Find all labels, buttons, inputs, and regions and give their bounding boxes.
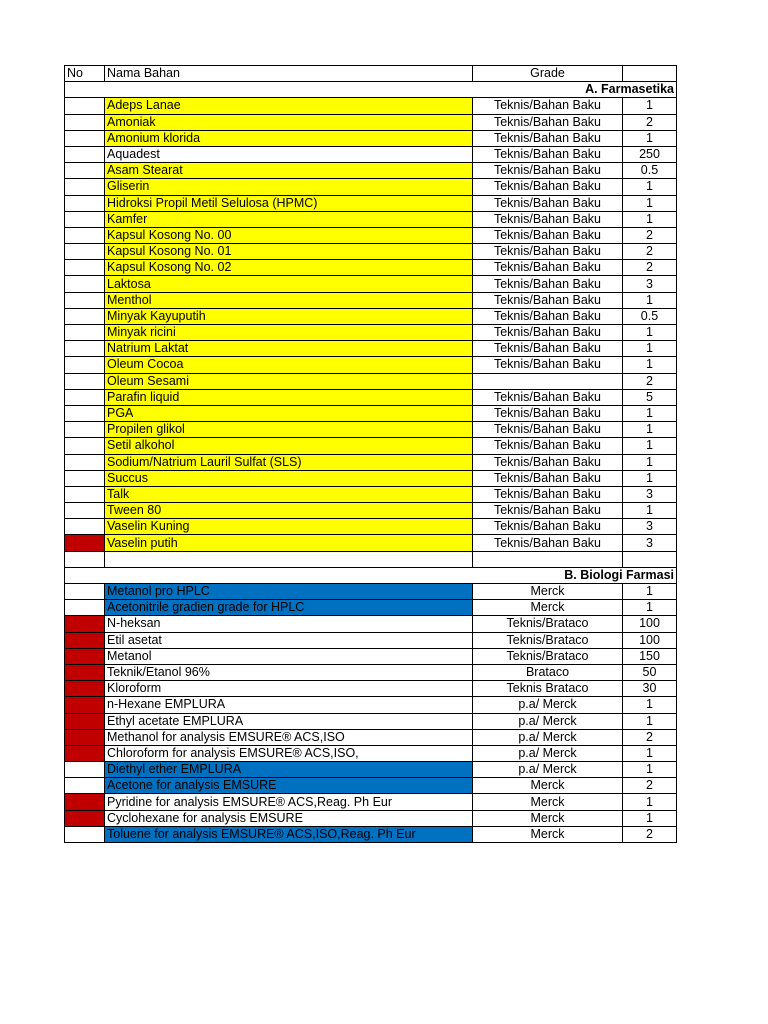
grade-cell[interactable]: Merck bbox=[473, 810, 623, 826]
table-row bbox=[65, 389, 677, 405]
quantity-cell[interactable]: 2 bbox=[623, 373, 677, 389]
material-name-cell[interactable]: Chloroform for analysis EMSURE® ACS,ISO, bbox=[105, 745, 473, 761]
material-name-cell[interactable]: Natrium Laktat bbox=[105, 341, 473, 357]
row-number-cell[interactable] bbox=[65, 486, 105, 502]
quantity-cell[interactable]: 150 bbox=[623, 648, 677, 664]
material-name-cell[interactable]: Parafin liquid bbox=[105, 389, 473, 405]
material-name-cell[interactable]: Diethyl ether EMPLURA bbox=[105, 762, 473, 778]
material-name-cell[interactable]: Cyclohexane for analysis EMSURE bbox=[105, 810, 473, 826]
section-header-row bbox=[65, 567, 677, 583]
row-number-cell[interactable] bbox=[65, 422, 105, 438]
row-number-cell[interactable] bbox=[65, 373, 105, 389]
grade-cell[interactable]: Teknis/Bahan Baku bbox=[473, 535, 623, 551]
row-number-cell[interactable] bbox=[65, 405, 105, 421]
grade-cell[interactable]: p.a/ Merck bbox=[473, 713, 623, 729]
table-row bbox=[65, 762, 677, 778]
row-number-cell[interactable] bbox=[65, 535, 105, 551]
material-name-cell[interactable]: Adeps Lanae bbox=[105, 98, 473, 114]
row-number-cell[interactable] bbox=[65, 114, 105, 130]
table-row bbox=[65, 341, 677, 357]
table-row bbox=[65, 681, 677, 697]
table-row bbox=[65, 503, 677, 519]
grade-cell[interactable]: Teknis/Bahan Baku bbox=[473, 98, 623, 114]
quantity-cell[interactable]: 2 bbox=[623, 729, 677, 745]
quantity-cell[interactable]: 1 bbox=[623, 195, 677, 211]
row-number-cell[interactable] bbox=[65, 826, 105, 842]
table-row bbox=[65, 405, 677, 421]
quantity-cell[interactable]: 1 bbox=[623, 98, 677, 114]
table-row bbox=[65, 664, 677, 680]
material-name-cell[interactable]: Talk bbox=[105, 486, 473, 502]
table-row bbox=[65, 163, 677, 179]
material-name-cell[interactable]: Sodium/Natrium Lauril Sulfat (SLS) bbox=[105, 454, 473, 470]
material-name-cell[interactable]: Oleum Sesami bbox=[105, 373, 473, 389]
material-name-cell[interactable] bbox=[105, 551, 473, 567]
row-number-cell[interactable] bbox=[65, 325, 105, 341]
quantity-cell[interactable]: 2 bbox=[623, 260, 677, 276]
row-number-cell[interactable] bbox=[65, 810, 105, 826]
material-name-cell[interactable]: PGA bbox=[105, 405, 473, 421]
row-number-cell[interactable] bbox=[65, 664, 105, 680]
material-name-cell[interactable]: Metanol bbox=[105, 648, 473, 664]
table-row bbox=[65, 422, 677, 438]
material-name-cell[interactable]: n-Hexane EMPLURA bbox=[105, 697, 473, 713]
table-row bbox=[65, 260, 677, 276]
quantity-cell[interactable]: 5 bbox=[623, 389, 677, 405]
table-row bbox=[65, 713, 677, 729]
grade-cell[interactable]: Teknis/Bahan Baku bbox=[473, 163, 623, 179]
row-number-cell[interactable] bbox=[65, 211, 105, 227]
grade-cell[interactable]: Teknis/Bahan Baku bbox=[473, 276, 623, 292]
table-row bbox=[65, 745, 677, 761]
row-number-cell[interactable] bbox=[65, 762, 105, 778]
header-row bbox=[65, 66, 677, 82]
grade-cell[interactable]: Teknis/Bahan Baku bbox=[473, 486, 623, 502]
row-number-cell[interactable] bbox=[65, 470, 105, 486]
quantity-cell[interactable]: 3 bbox=[623, 276, 677, 292]
quantity-cell[interactable]: 1 bbox=[623, 179, 677, 195]
row-number-cell[interactable] bbox=[65, 794, 105, 810]
quantity-cell[interactable]: 1 bbox=[623, 810, 677, 826]
material-name-cell[interactable]: Laktosa bbox=[105, 276, 473, 292]
table-row bbox=[65, 486, 677, 502]
row-number-cell[interactable] bbox=[65, 227, 105, 243]
quantity-cell[interactable]: 2 bbox=[623, 114, 677, 130]
row-number-cell[interactable] bbox=[65, 632, 105, 648]
table-row bbox=[65, 130, 677, 146]
material-name-cell[interactable]: Minyak Kayuputih bbox=[105, 308, 473, 324]
material-name-cell[interactable]: Teknik/Etanol 96% bbox=[105, 664, 473, 680]
grade-cell[interactable]: Teknis/Bahan Baku bbox=[473, 454, 623, 470]
quantity-cell[interactable]: 1 bbox=[623, 357, 677, 373]
quantity-cell[interactable]: 30 bbox=[623, 681, 677, 697]
header-name[interactable]: Nama Bahan bbox=[105, 66, 473, 82]
table-row bbox=[65, 600, 677, 616]
grade-cell[interactable]: Teknis/Bahan Baku bbox=[473, 503, 623, 519]
table-row bbox=[65, 519, 677, 535]
table-row bbox=[65, 729, 677, 745]
grade-cell[interactable]: Teknis/Bahan Baku bbox=[473, 114, 623, 130]
grade-cell[interactable]: Teknis/Bahan Baku bbox=[473, 260, 623, 276]
material-name-cell[interactable]: Metanol pro HPLC bbox=[105, 584, 473, 600]
table-row bbox=[65, 179, 677, 195]
quantity-cell[interactable]: 3 bbox=[623, 486, 677, 502]
quantity-cell[interactable]: 1 bbox=[623, 438, 677, 454]
row-number-cell[interactable] bbox=[65, 276, 105, 292]
row-number-cell[interactable] bbox=[65, 292, 105, 308]
grade-cell[interactable]: p.a/ Merck bbox=[473, 745, 623, 761]
quantity-cell[interactable]: 1 bbox=[623, 794, 677, 810]
row-number-cell[interactable] bbox=[65, 584, 105, 600]
table-row bbox=[65, 454, 677, 470]
grade-cell[interactable]: Merck bbox=[473, 600, 623, 616]
material-name-cell[interactable]: Kamfer bbox=[105, 211, 473, 227]
quantity-cell[interactable]: 2 bbox=[623, 826, 677, 842]
quantity-cell[interactable]: 1 bbox=[623, 292, 677, 308]
grade-cell[interactable]: Teknis/Bahan Baku bbox=[473, 389, 623, 405]
table-row bbox=[65, 551, 677, 567]
material-name-cell[interactable]: Vaselin Kuning bbox=[105, 519, 473, 535]
grade-cell[interactable]: Teknis/Brataco bbox=[473, 616, 623, 632]
quantity-cell[interactable]: 1 bbox=[623, 341, 677, 357]
row-number-cell[interactable] bbox=[65, 697, 105, 713]
material-name-cell[interactable]: Ethyl acetate EMPLURA bbox=[105, 713, 473, 729]
table-row bbox=[65, 778, 677, 794]
table-row bbox=[65, 98, 677, 114]
quantity-cell[interactable] bbox=[623, 551, 677, 567]
table-row bbox=[65, 794, 677, 810]
row-number-cell[interactable] bbox=[65, 98, 105, 114]
grade-cell[interactable]: Merck bbox=[473, 584, 623, 600]
material-name-cell[interactable]: Amonium klorida bbox=[105, 130, 473, 146]
grade-cell[interactable]: Teknis/Bahan Baku bbox=[473, 357, 623, 373]
table-row bbox=[65, 114, 677, 130]
table-row bbox=[65, 244, 677, 260]
quantity-cell[interactable]: 0.5 bbox=[623, 163, 677, 179]
row-number-cell[interactable] bbox=[65, 341, 105, 357]
grade-cell[interactable]: Teknis/Bahan Baku bbox=[473, 146, 623, 162]
quantity-cell[interactable]: 1 bbox=[623, 405, 677, 421]
grade-cell[interactable]: Teknis/Bahan Baku bbox=[473, 308, 623, 324]
material-name-cell[interactable]: Etil asetat bbox=[105, 632, 473, 648]
row-number-cell[interactable] bbox=[65, 778, 105, 794]
grade-cell[interactable] bbox=[473, 551, 623, 567]
quantity-cell[interactable]: 3 bbox=[623, 519, 677, 535]
table-row bbox=[65, 632, 677, 648]
grade-cell[interactable]: Merck bbox=[473, 794, 623, 810]
grade-cell[interactable]: p.a/ Merck bbox=[473, 697, 623, 713]
grade-cell[interactable]: Teknis/Bahan Baku bbox=[473, 292, 623, 308]
quantity-cell[interactable]: 1 bbox=[623, 211, 677, 227]
material-name-cell[interactable]: Acetone for analysis EMSURE bbox=[105, 778, 473, 794]
section-title[interactable]: A. Farmasetika bbox=[65, 82, 677, 98]
table-row bbox=[65, 276, 677, 292]
grade-cell[interactable]: Teknis/Brataco bbox=[473, 648, 623, 664]
grade-cell[interactable]: Brataco bbox=[473, 664, 623, 680]
material-name-cell[interactable]: Acetonitrile gradien grade for HPLC bbox=[105, 600, 473, 616]
row-number-cell[interactable] bbox=[65, 503, 105, 519]
material-name-cell[interactable]: Succus bbox=[105, 470, 473, 486]
material-name-cell[interactable]: N-heksan bbox=[105, 616, 473, 632]
grade-cell[interactable]: Teknis/Bahan Baku bbox=[473, 227, 623, 243]
row-number-cell[interactable] bbox=[65, 454, 105, 470]
material-name-cell[interactable]: Gliserin bbox=[105, 179, 473, 195]
table-row bbox=[65, 470, 677, 486]
material-name-cell[interactable]: Methanol for analysis EMSURE® ACS,ISO bbox=[105, 729, 473, 745]
grade-cell[interactable]: Teknis/Bahan Baku bbox=[473, 470, 623, 486]
row-number-cell[interactable] bbox=[65, 616, 105, 632]
row-number-cell[interactable] bbox=[65, 130, 105, 146]
material-name-cell[interactable]: Aquadest bbox=[105, 146, 473, 162]
material-name-cell[interactable]: Kapsul Kosong No. 01 bbox=[105, 244, 473, 260]
quantity-cell[interactable]: 1 bbox=[623, 584, 677, 600]
grade-cell[interactable]: Teknis Brataco bbox=[473, 681, 623, 697]
quantity-cell[interactable]: 2 bbox=[623, 244, 677, 260]
quantity-cell[interactable]: 1 bbox=[623, 454, 677, 470]
quantity-cell[interactable]: 1 bbox=[623, 130, 677, 146]
quantity-cell[interactable]: 1 bbox=[623, 745, 677, 761]
grade-cell[interactable]: Merck bbox=[473, 778, 623, 794]
grade-cell[interactable]: Teknis/Bahan Baku bbox=[473, 211, 623, 227]
quantity-cell[interactable]: 100 bbox=[623, 616, 677, 632]
row-number-cell[interactable] bbox=[65, 244, 105, 260]
quantity-cell[interactable]: 1 bbox=[623, 697, 677, 713]
grade-cell[interactable]: p.a/ Merck bbox=[473, 762, 623, 778]
grade-cell[interactable]: Teknis/Bahan Baku bbox=[473, 341, 623, 357]
grade-cell[interactable]: Teknis/Bahan Baku bbox=[473, 438, 623, 454]
row-number-cell[interactable] bbox=[65, 713, 105, 729]
table-row bbox=[65, 195, 677, 211]
quantity-cell[interactable]: 2 bbox=[623, 227, 677, 243]
row-number-cell[interactable] bbox=[65, 745, 105, 761]
material-name-cell[interactable]: Oleum Cocoa bbox=[105, 357, 473, 373]
grade-cell[interactable]: Teknis/Bahan Baku bbox=[473, 179, 623, 195]
quantity-cell[interactable]: 3 bbox=[623, 535, 677, 551]
header-qty[interactable] bbox=[623, 66, 677, 82]
quantity-cell[interactable]: 1 bbox=[623, 503, 677, 519]
grade-cell[interactable]: Teknis/Bahan Baku bbox=[473, 195, 623, 211]
material-name-cell[interactable]: Hidroksi Propil Metil Selulosa (HPMC) bbox=[105, 195, 473, 211]
header-no[interactable]: No bbox=[65, 66, 105, 82]
material-name-cell[interactable]: Kloroform bbox=[105, 681, 473, 697]
table-row bbox=[65, 616, 677, 632]
quantity-cell[interactable]: 0.5 bbox=[623, 308, 677, 324]
row-number-cell[interactable] bbox=[65, 179, 105, 195]
quantity-cell[interactable]: 50 bbox=[623, 664, 677, 680]
table-row bbox=[65, 697, 677, 713]
quantity-cell[interactable]: 2 bbox=[623, 778, 677, 794]
row-number-cell[interactable] bbox=[65, 308, 105, 324]
table-row bbox=[65, 357, 677, 373]
grade-cell[interactable]: Teknis/Bahan Baku bbox=[473, 325, 623, 341]
row-number-cell[interactable] bbox=[65, 551, 105, 567]
table-row bbox=[65, 146, 677, 162]
grade-cell[interactable] bbox=[473, 373, 623, 389]
grade-cell[interactable]: Teknis/Bahan Baku bbox=[473, 422, 623, 438]
grade-cell[interactable]: p.a/ Merck bbox=[473, 729, 623, 745]
row-number-cell[interactable] bbox=[65, 519, 105, 535]
section-title[interactable]: B. Biologi Farmasi bbox=[65, 567, 677, 583]
row-number-cell[interactable] bbox=[65, 600, 105, 616]
quantity-cell[interactable]: 1 bbox=[623, 762, 677, 778]
row-number-cell[interactable] bbox=[65, 357, 105, 373]
material-name-cell[interactable]: Propilen glikol bbox=[105, 422, 473, 438]
material-name-cell[interactable]: Tween 80 bbox=[105, 503, 473, 519]
material-name-cell[interactable]: Asam Stearat bbox=[105, 163, 473, 179]
table-row bbox=[65, 584, 677, 600]
table-row bbox=[65, 325, 677, 341]
row-number-cell[interactable] bbox=[65, 681, 105, 697]
table-row bbox=[65, 535, 677, 551]
table-row bbox=[65, 648, 677, 664]
table-row bbox=[65, 227, 677, 243]
grade-cell[interactable]: Teknis/Bahan Baku bbox=[473, 244, 623, 260]
material-name-cell[interactable]: Toluene for analysis EMSURE® ACS,ISO,Reag. Ph Eur bbox=[105, 826, 473, 842]
header-grade[interactable]: Grade bbox=[473, 66, 623, 82]
quantity-cell[interactable]: 100 bbox=[623, 632, 677, 648]
row-number-cell[interactable] bbox=[65, 146, 105, 162]
row-number-cell[interactable] bbox=[65, 648, 105, 664]
quantity-cell[interactable]: 1 bbox=[623, 470, 677, 486]
material-name-cell[interactable]: Vaselin putih bbox=[105, 535, 473, 551]
material-name-cell[interactable]: Amoniak bbox=[105, 114, 473, 130]
row-number-cell[interactable] bbox=[65, 438, 105, 454]
quantity-cell[interactable]: 1 bbox=[623, 600, 677, 616]
material-name-cell[interactable]: Setil alkohol bbox=[105, 438, 473, 454]
materials-table bbox=[64, 65, 677, 843]
material-name-cell[interactable]: Kapsul Kosong No. 00 bbox=[105, 227, 473, 243]
row-number-cell[interactable] bbox=[65, 389, 105, 405]
table-row bbox=[65, 826, 677, 842]
quantity-cell[interactable]: 1 bbox=[623, 713, 677, 729]
quantity-cell[interactable]: 1 bbox=[623, 325, 677, 341]
grade-cell[interactable]: Teknis/Bahan Baku bbox=[473, 130, 623, 146]
table-row bbox=[65, 810, 677, 826]
row-number-cell[interactable] bbox=[65, 729, 105, 745]
quantity-cell[interactable]: 250 bbox=[623, 146, 677, 162]
material-name-cell[interactable]: Minyak ricini bbox=[105, 325, 473, 341]
row-number-cell[interactable] bbox=[65, 163, 105, 179]
table-row bbox=[65, 211, 677, 227]
table-row bbox=[65, 292, 677, 308]
material-name-cell[interactable]: Pyridine for analysis EMSURE® ACS,Reag. Ph Eur bbox=[105, 794, 473, 810]
material-name-cell[interactable]: Menthol bbox=[105, 292, 473, 308]
table-row bbox=[65, 373, 677, 389]
grade-cell[interactable]: Teknis/Bahan Baku bbox=[473, 405, 623, 421]
table-row bbox=[65, 308, 677, 324]
quantity-cell[interactable]: 1 bbox=[623, 422, 677, 438]
grade-cell[interactable]: Merck bbox=[473, 826, 623, 842]
material-name-cell[interactable]: Kapsul Kosong No. 02 bbox=[105, 260, 473, 276]
table-row bbox=[65, 438, 677, 454]
row-number-cell[interactable] bbox=[65, 195, 105, 211]
grade-cell[interactable]: Teknis/Bahan Baku bbox=[473, 519, 623, 535]
section-header-row bbox=[65, 82, 677, 98]
grade-cell[interactable]: Teknis/Brataco bbox=[473, 632, 623, 648]
row-number-cell[interactable] bbox=[65, 260, 105, 276]
